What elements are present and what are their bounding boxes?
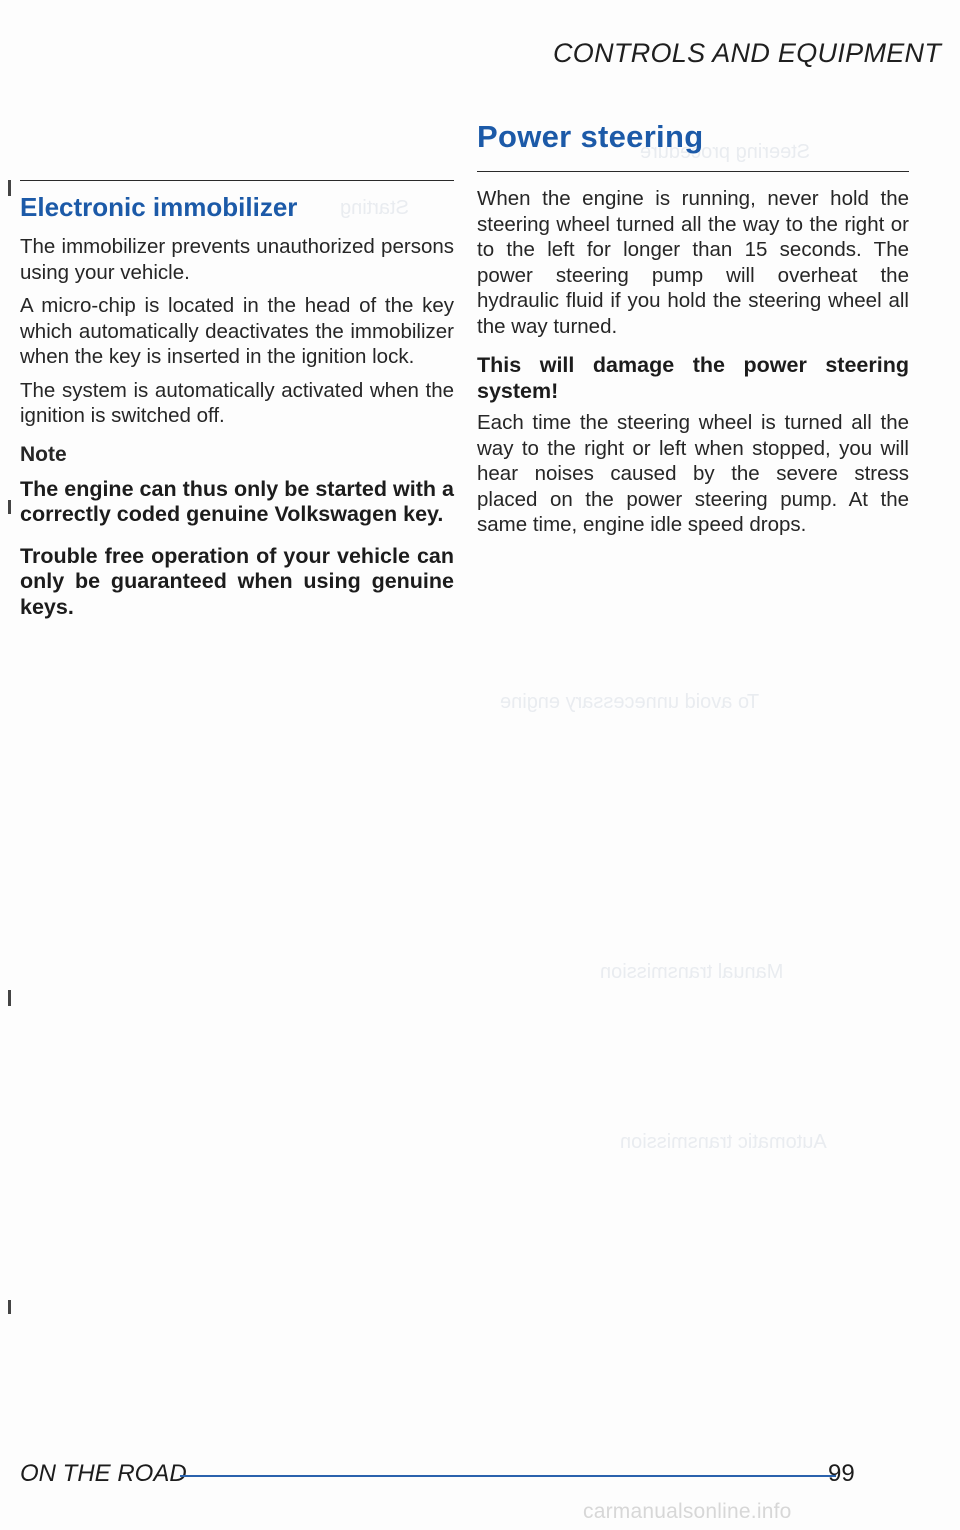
page-number: 99 (828, 1460, 855, 1487)
immobilizer-section (20, 180, 454, 636)
watermark: carmanualsonline.info (583, 1500, 792, 1523)
power-steering-heading: Power steering (477, 119, 704, 154)
note-bold-1: The engine can thus only be started with a correctly coded genuine Volkswagen key. (20, 476, 454, 526)
immobilizer-paragraph-1: The immobilizer prevents unauthorized persons using your vehicle. (20, 235, 454, 284)
immobilizer-paragraph-2: A micro-chip is located in the head of the key which automatically deactivates the immobilizer when the key is inserted in the ignition lock. (20, 294, 454, 368)
margin-mark (8, 990, 11, 1006)
power-steering-section (477, 119, 909, 546)
footer-section-title: ON THE ROAD (20, 1460, 187, 1487)
immobilizer-heading: Electronic immobilizer (20, 192, 298, 222)
immobilizer-paragraph-3: The system is automatically activated when the ignition is switched off. (20, 378, 454, 427)
note-label: Note (20, 442, 67, 466)
note-bold-2: Trouble free operation of your vehicle can only be guaranteed when using genuine keys. (20, 543, 454, 619)
footer-rule (180, 1475, 836, 1477)
margin-mark (8, 500, 11, 514)
page-footer (20, 1460, 860, 1490)
power-steering-paragraph-2: Each time the steering wheel is turned all the way to the right or left when stopped, you will hear noises caused by the severe stress placed on the power steering pump. At the same time, engine idle speed drops. (477, 411, 909, 536)
section-divider (477, 171, 909, 172)
section-header: CONTROLS AND EQUIPMENT (553, 38, 942, 68)
margin-mark (8, 1300, 11, 1314)
power-steering-paragraph-1: When the engine is running, never hold the steering wheel turned all the way to the right or to the left for longer than 15 seconds. The power steering pump will overheat the hydraulic fluid if you hold the steering wheel all the way turned. (477, 187, 909, 338)
section-divider (20, 180, 454, 181)
margin-mark (8, 180, 11, 196)
power-steering-warning: This will damage the power steering system! (477, 353, 909, 403)
